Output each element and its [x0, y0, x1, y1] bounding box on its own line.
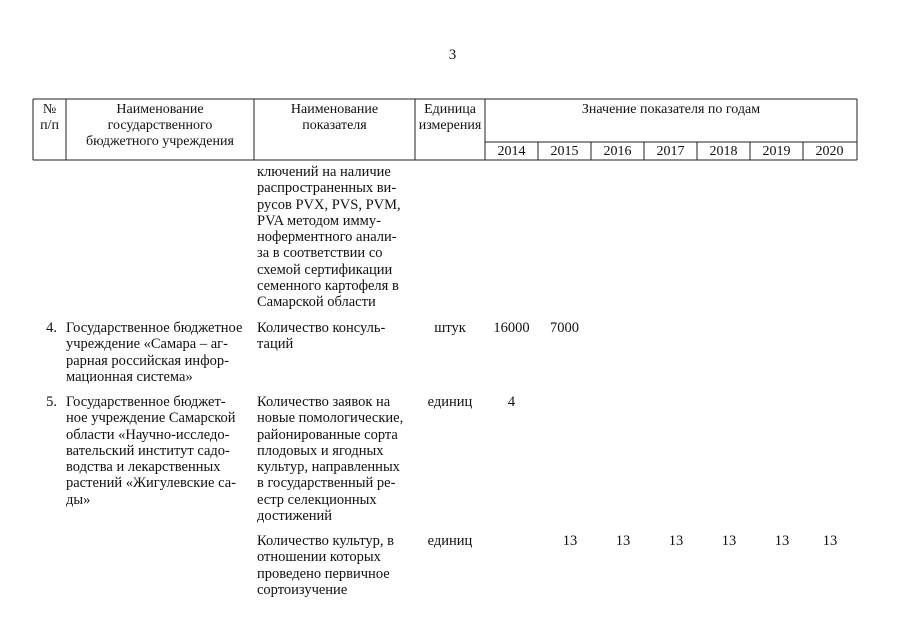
- row-4-institution: Государственное бюджетное учреждение «Самара – аг- рарная российская инфор- мационная система»: [66, 320, 243, 385]
- row-5-indicator: Количество заявок на новые помологические, районированные сорта плодовых и ягодных культур, направленных в государственный ре- естр селекционных достижений: [257, 394, 404, 525]
- year-2015: 2015: [550, 144, 579, 159]
- header-institution: Наименование государственного бюджетного учреждения: [86, 102, 234, 149]
- row-5b-value-2015: 13: [562, 533, 578, 549]
- row-4-value-2014: 16000: [493, 320, 530, 336]
- row-5b-value-2018: 13: [721, 533, 737, 549]
- header-number: № п/п: [40, 102, 59, 133]
- row-4-unit: штук: [434, 320, 466, 336]
- row-5-number: 5.: [46, 394, 57, 410]
- row-5b-value-2019: 13: [774, 533, 790, 549]
- row-4-value-2015: 7000: [550, 320, 579, 336]
- row-5b-unit: единиц: [427, 533, 473, 549]
- year-2018: 2018: [709, 144, 738, 159]
- row-5-unit: единиц: [427, 394, 473, 410]
- row-continuation-indicator: ключений на наличие распространенных ви- русов PVX, PVS, PVM, PVA методом имму- ноферментного анали- за в соответствии со схемой сертификации семенного картофеля в Самарской области: [257, 164, 401, 311]
- row-5b-value-2017: 13: [668, 533, 684, 549]
- year-2016: 2016: [603, 144, 632, 159]
- row-5b-value-2016: 13: [615, 533, 631, 549]
- header-values-by-year: Значение показателя по годам: [581, 102, 761, 117]
- year-2014: 2014: [497, 144, 526, 159]
- row-5b-value-2020: 13: [822, 533, 838, 549]
- row-5b-indicator: Количество культур, в отношении которых проведено первичное сортоизучение: [257, 533, 394, 598]
- row-5-value-2014: 4: [507, 394, 516, 410]
- year-2017: 2017: [656, 144, 685, 159]
- row-5-institution: Государственное бюджет- ное учреждение Самарской области «Научно-исследо- вательский институт садо- водства и лекарственных растений «Жигулевские са- ды»: [66, 394, 236, 508]
- year-2020: 2020: [815, 144, 844, 159]
- header-indicator: Наименование показателя: [290, 102, 379, 133]
- row-4-indicator: Количество консуль- таций: [257, 320, 386, 353]
- page-number: 3: [448, 47, 457, 63]
- row-4-number: 4.: [46, 320, 57, 336]
- year-2019: 2019: [762, 144, 791, 159]
- header-unit: Единица измерения: [418, 102, 482, 133]
